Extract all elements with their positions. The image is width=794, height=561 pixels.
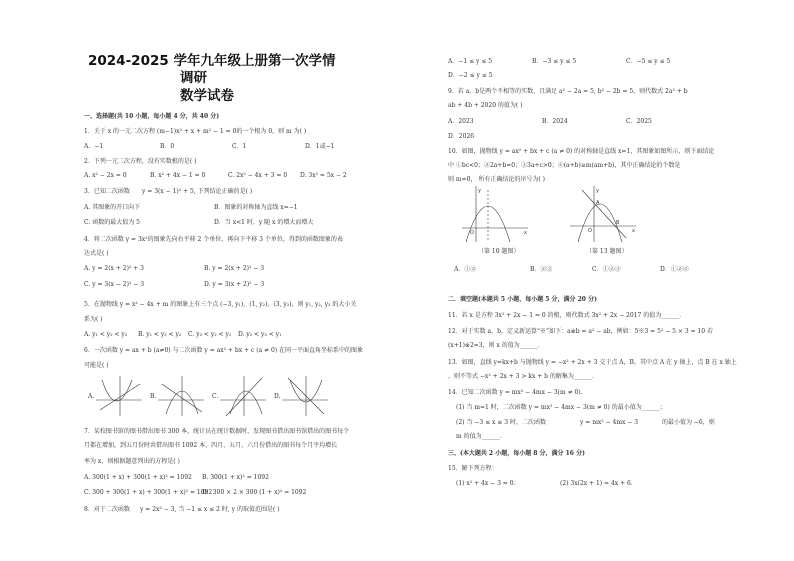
- q6-label-d: D.: [274, 393, 281, 400]
- q10-option-c: C．①②③: [592, 266, 621, 273]
- question-15-part2: (2) 3x(2x + 1) = 4x + 6.: [560, 480, 633, 487]
- q7-option-b: B. 300(1 + x)² = 1092: [202, 474, 269, 481]
- section-3-heading: 三、(本大题共 2 小题，每小题 8 分，满分 16 分): [448, 450, 585, 457]
- q6-label-a: A.: [88, 393, 95, 400]
- q5-option-a: A. y₁ < y₂ < y₃: [84, 331, 128, 338]
- question-15: 15．解下列方程：: [448, 465, 498, 472]
- q6-label-c: C.: [212, 393, 219, 400]
- q8-option-c: C．−5 ≤ y ≤ 5: [626, 58, 671, 65]
- question-3-expression: y = 3(x − 1)² + 5, 下列结论正确的是( ): [142, 188, 253, 195]
- question-8-cont: y = 2x² − 3, 当 −1 ≤ x ≤ 2 时, y 的取值范围是( ): [140, 506, 280, 513]
- q4-option-b: B. y = 2(x + 2)² − 3: [204, 265, 265, 272]
- question-4: 4．将二次函数 y = 3x²的图象先向右平移 2 个单位，再向下平移 3 个单位，得到的函数图象的表: [84, 236, 343, 243]
- question-7: 7．某校图书馆的图书借出图书 300 本，统计员在统计数据时，发现图书借出图书馆借出的图书每个: [84, 428, 350, 435]
- exam-title-line1: 2024-2025 学年九年级上册第一次学情: [88, 53, 336, 69]
- q4-option-c: C. y = 3(x − 2)² − 3: [84, 281, 145, 288]
- question-10: 10．如图，抛物线 y = ax² + bx + c (a ≠ 0) 的对称轴是直线 x=1，其图象如图所示，则下面结论: [448, 148, 715, 155]
- question-9-cont: ab + 4b + 2020 的值为( ): [448, 102, 523, 109]
- q8-option-a: A．−1 ≤ y ≤ 5: [448, 58, 493, 65]
- q10-option-a: A．①②: [454, 266, 477, 273]
- question-9: 9．若 a、b是两个不相等的实数，且满足 a² − 2a = 5, b² − 2b = 5，则代数式 2a² + b: [448, 88, 688, 95]
- question-11: 11．若 x 是方程 3x² + 2x − 1 = 0 的根，则代数式 3x² + 2x − 2017 的值为______．: [448, 312, 686, 319]
- question-14: 14．已知二次函数 y = mx² − 4mx − 3(m ≠ 0).: [448, 389, 583, 396]
- q8-option-b: B．−3 ≤ y ≤ 5: [532, 58, 577, 65]
- svg-text:O: O: [470, 230, 474, 236]
- svg-text:x: x: [632, 228, 635, 234]
- q7-option-c: C. 300 + 300(1 + x) + 300(1 + x)² = 1092: [84, 489, 213, 496]
- question-6: 6．一次函数 y = ax + b (a≠0) 与二次函数 y = ax² + bx + c (a ≠ 0) 在同一平面直角坐标系中的图象: [84, 347, 364, 354]
- question-14-part2-cont: m 的值为______．: [456, 433, 506, 440]
- question-13-cont: ，则不等式 −x² + 2x + 3 > kx + b 的解集为______．: [448, 373, 598, 380]
- question-4-cont: 达式是( ): [84, 250, 109, 257]
- q9-option-a: A．2023: [448, 118, 474, 125]
- figure-13-caption: （第 13 题图）: [586, 248, 628, 255]
- exam-title-line2: 调研: [180, 70, 207, 86]
- svg-text:x: x: [524, 230, 527, 236]
- section-1-heading: 一、选择题(共 10 小题，每小题 4 分，共 40 分): [84, 113, 220, 120]
- q2-option-a: A. x² − 2x = 0: [84, 172, 127, 179]
- exam-subtitle: 数学试卷: [180, 88, 234, 104]
- q1-option-c: C．1: [232, 143, 247, 150]
- q5-option-c: C. y₃ < y₂ < y₁: [188, 331, 232, 338]
- q6-graph-b: [158, 374, 206, 418]
- question-14-part2-expr: y = mx² − 4mx − 3: [580, 419, 639, 426]
- question-14-part1: (1) 当 m=1 时，二次函数 y = mx² − 4mx − 3(m ≠ 0) 的最小值为______；: [456, 404, 666, 411]
- q1-option-b: B．0: [160, 143, 175, 150]
- q2-option-c: C. 2x² − 4x + 3 = 0: [228, 172, 288, 179]
- question-2: 2．下列一元二次方程，没有实数根的是( ): [84, 158, 197, 165]
- q9-option-c: C．2025: [626, 118, 652, 125]
- q10-option-d: D．①②④: [660, 266, 689, 273]
- question-5-cont: 系为( ): [84, 316, 103, 323]
- svg-text:O: O: [588, 228, 592, 234]
- q6-label-b: B.: [150, 393, 157, 400]
- q9-option-d: D．2026: [448, 133, 475, 140]
- question-15-part1: (1) x² + 4x − 3 = 0；: [456, 480, 520, 487]
- question-1: 1．关于 x 的一元二次方程 (m−1)x² + x + m² − 1 = 0的一个根为 0，则 m 为( ): [84, 128, 307, 135]
- question-7-cont: 月都在增加，到五月份时共借出图书 1092 本，四月、五月、六月份借出的图书每个月平均增长: [84, 442, 338, 449]
- q6-graph-a: [96, 374, 144, 418]
- q3-option-b: B．图象的对称轴为直线 x=−1: [214, 204, 298, 211]
- section-2-heading: 二．填空题(本题共 5 小题，每小题 5 分，满分 20 分): [448, 296, 597, 303]
- question-10-cont2: 则 m=0， 所有正确结论的序号为( ): [448, 176, 545, 183]
- q3-option-d: D．当 x<1 时，y 随 x 的增大而增大: [214, 219, 314, 226]
- q7-option-d: D．300 × 2 × 300 (1 + x)² = 1092: [202, 489, 307, 496]
- q2-option-d: D. 3x² = 5x − 2: [300, 172, 347, 179]
- q2-option-b: B. x² + 4x − 1 = 0: [150, 172, 206, 179]
- question-6-cont: 可能是( ): [84, 362, 109, 369]
- svg-text:B: B: [616, 220, 620, 226]
- question-12-cont: (x+1)※2=3，则 x 的值为______．: [448, 342, 544, 349]
- q8-option-d: D．−2 ≤ y ≤ 5: [448, 72, 493, 79]
- question-12: 12．对于实数 a，b，定义新运算“※”如下：a※b = a² − ab，例如：5※3 = 5² − 5 × 3 = 10 若: [448, 328, 714, 335]
- q4-option-a: A. y = 2(x + 2)² + 3: [84, 265, 144, 272]
- q3-option-a: A. 其图象的开口向下: [84, 204, 141, 211]
- q10-option-b: B．②③: [530, 266, 553, 273]
- q4-option-d: D. y = 3(x + 2)² − 3: [204, 281, 265, 288]
- svg-text:A: A: [596, 200, 600, 206]
- q5-option-b: B. y₁ < y₃ < y₂: [138, 331, 182, 338]
- question-3: 3．已知二次函数: [84, 188, 130, 195]
- q5-option-d: D. y₂ < y₃ < y₁: [238, 331, 282, 338]
- question-13: 13．如图，直线 y=kx+b 与抛物线 y = −x² + 2x + 3 交于点 A，B，其中点 A 在 y 轴上，点 B 在 x 轴上: [448, 359, 737, 366]
- svg-text:y: y: [596, 188, 599, 194]
- q6-graph-c: [220, 374, 268, 418]
- question-14-part2: (2) 当 −3 ≤ x ≤ 3 时，二次函数: [456, 419, 546, 426]
- figure-10-caption: （第 10 题图）: [478, 248, 520, 255]
- q7-option-a: A. 300(1 + x) + 300(1 + x)² = 1092: [84, 474, 192, 481]
- figure-10-graph: [460, 184, 530, 244]
- question-7-cont2: 率为 x，则根据题意列出的方程是( ): [84, 458, 180, 465]
- q1-option-d: D．1或−1: [305, 143, 335, 150]
- q9-option-b: B．2024: [542, 118, 568, 125]
- question-10-cont: 中 ①bc<0；②2a+b=0；③3a+c>0；④(a+b)≥m(am+b)，其中正确结论的个数是: [448, 162, 681, 169]
- question-5: 5．在抛物线 y = x² − 4x + m 的图象上有三个点 (−3, y₁)，(1, y₂)，(3, y₃)，则 y₁, y₂, y₃ 的大小关: [84, 301, 357, 308]
- question-14-part2-tail: 的最小值为 −6，则: [662, 419, 715, 426]
- q6-graph-d: [282, 374, 330, 418]
- figure-13-graph: [568, 184, 638, 244]
- q3-option-c: C. 函数的最大值为 5: [84, 219, 140, 226]
- question-8: 8．对于二次函数: [84, 506, 130, 513]
- svg-text:y: y: [478, 188, 481, 194]
- q1-option-a: A．−1: [84, 143, 104, 150]
